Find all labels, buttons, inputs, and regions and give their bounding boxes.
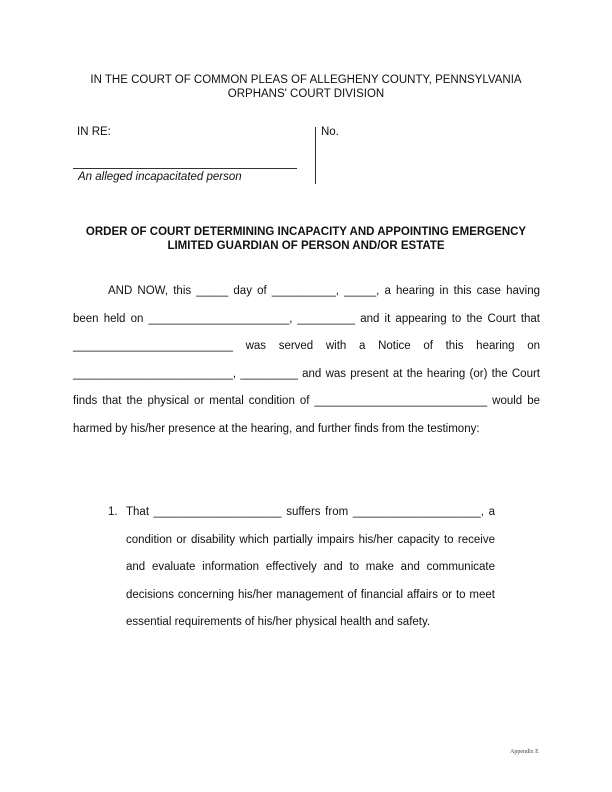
- in-re-label: IN RE:: [77, 126, 111, 138]
- order-body: [73, 278, 540, 444]
- appendix-label: Appendix E: [510, 749, 539, 755]
- caption-divider: [315, 127, 316, 184]
- case-number-label: No.: [321, 126, 339, 138]
- finding-text: That ____________________ suffers from ____________________, a condition or disability which partially impairs his/her capacity to receive and evaluate information effectively and to make and communicate decisions concerning his/her management of financial affairs or to meet essential requirements of his/her physical health and safety.: [126, 506, 495, 629]
- alleged-incapacitated-person-label: An alleged incapacitated person: [78, 171, 242, 183]
- caption-name-line: [73, 168, 297, 169]
- order-title-line1: ORDER OF COURT DETERMINING INCAPACITY AND APPOINTING EMERGENCY: [85, 226, 527, 238]
- order-title-line2: LIMITED GUARDIAN OF PERSON AND/OR ESTATE: [167, 240, 445, 252]
- finding-number: 1.: [108, 506, 118, 518]
- court-division-line: ORPHANS' COURT DIVISION: [227, 88, 385, 100]
- order-paragraph: AND NOW, this _____ day of __________, _____, a hearing in this case having been held on ______________________, _________ and it appearing to the Court that _________________________ was served with a Notice of this hearing on _________________________, _________ and was present at the hearing (or) the Court finds that the physical or mental condition of ___________________________ would be harmed by his/her presence at the hearing, and further finds from the testimony:: [73, 285, 540, 435]
- court-name-line: IN THE COURT OF COMMON PLEAS OF ALLEGHENY COUNTY, PENNSYLVANIA: [90, 74, 522, 86]
